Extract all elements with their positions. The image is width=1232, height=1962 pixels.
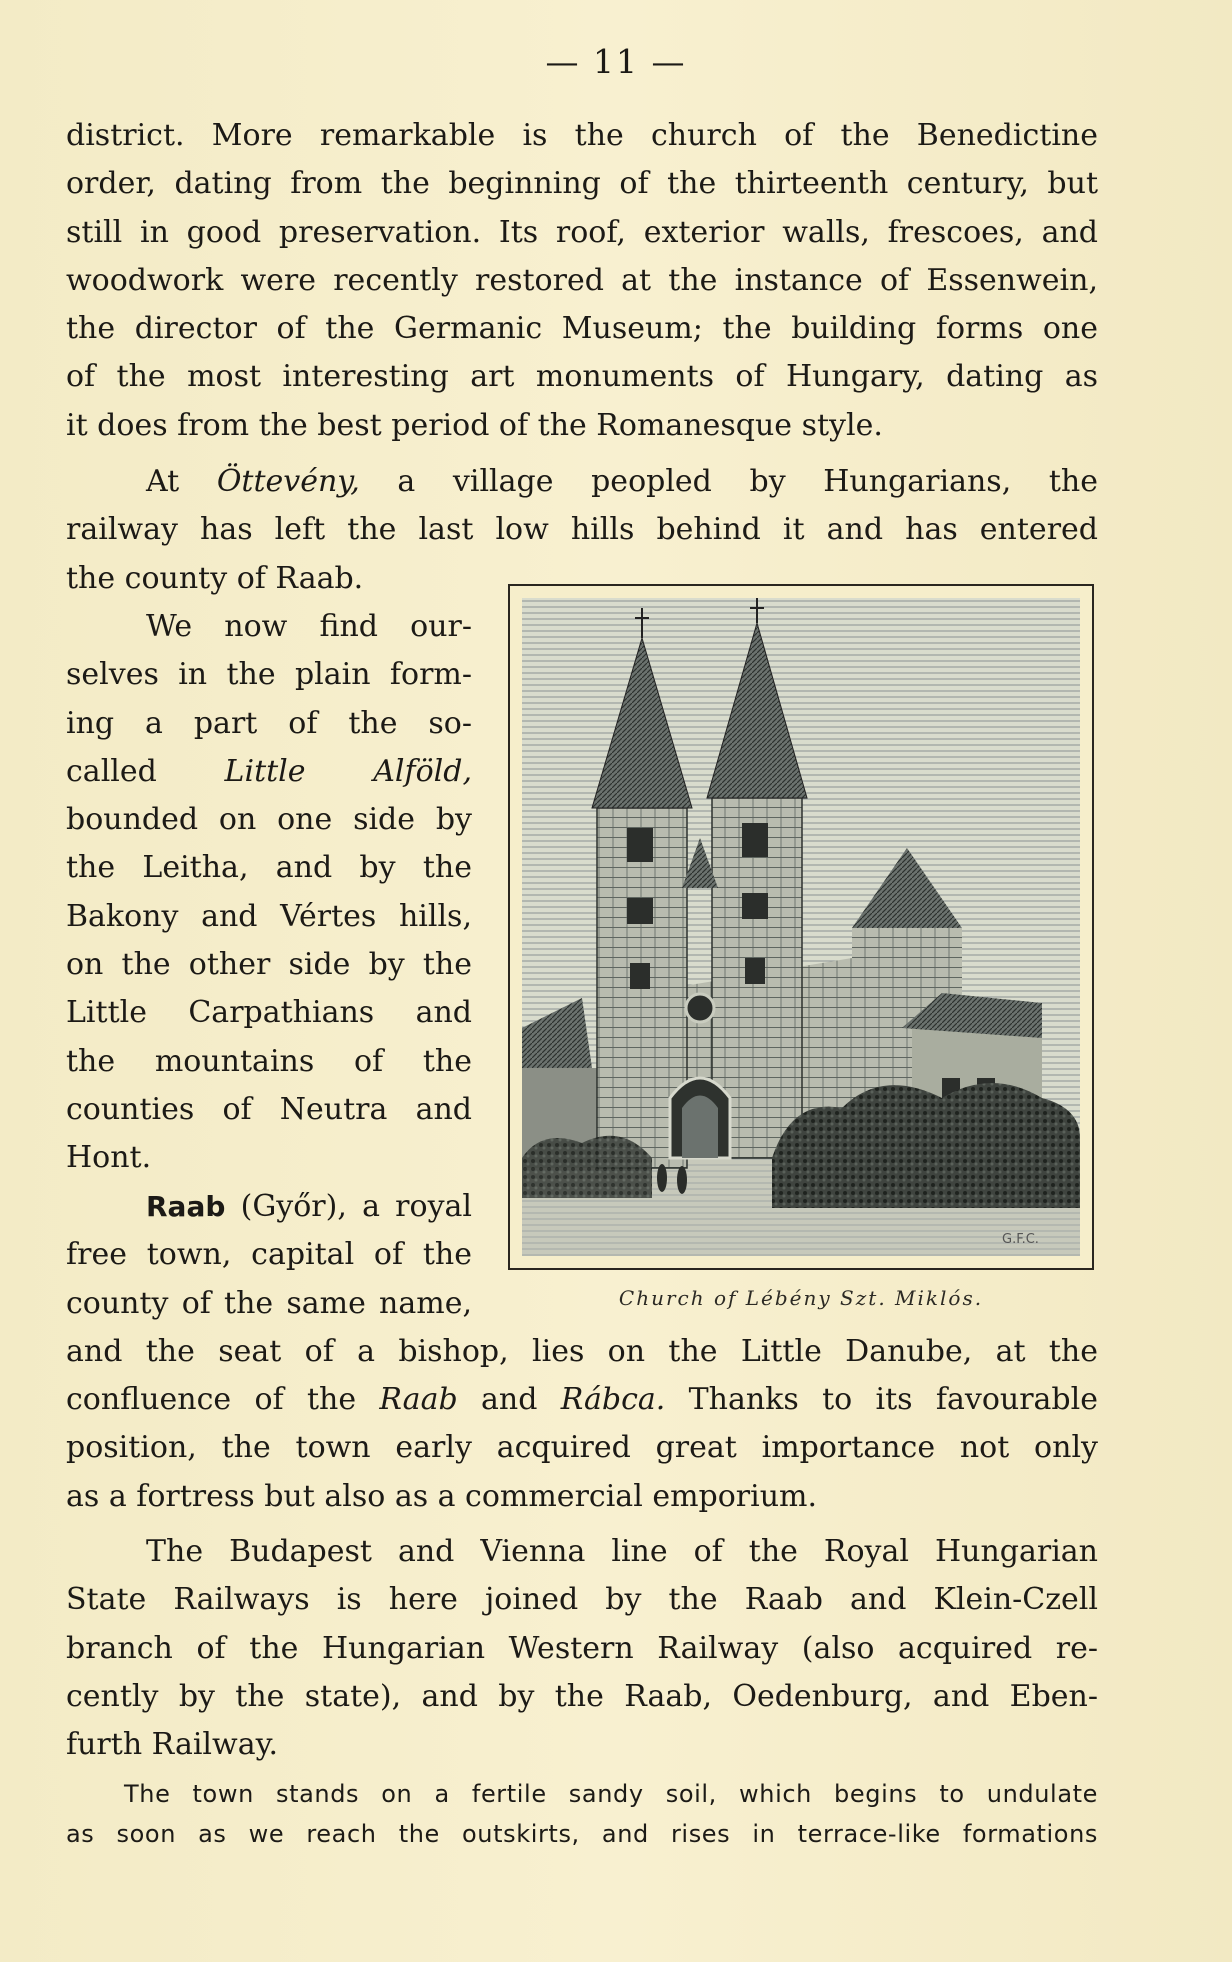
text-line: on the other side by the (66, 947, 472, 983)
text-line: counties of Neutra and (66, 1091, 472, 1127)
text-line: The town stands on a fertile sandy soil, which begins to undulate (124, 1780, 1098, 1808)
text-line: position, the town early acquired great importance not only (66, 1430, 1098, 1466)
paragraph-5 (66, 1528, 1098, 1769)
text-line: the Leitha, and by the (66, 850, 472, 886)
page-number: — 11 — (545, 42, 687, 81)
text-line: as soon as we reach the outskirts, and rises in terrace-like formations (66, 1820, 1098, 1848)
text-line: district. More remarkable is the church of the Benedictine (66, 118, 1098, 153)
text-line: cently by the state), and by the Raab, Oedenburg, and Eben- (66, 1678, 1098, 1714)
text-line: woodwork were recently restored at the instance of Essenwein, (66, 262, 1098, 298)
text-line: Bakony and Vértes hills, (66, 898, 472, 934)
text-line: furth Railway. (66, 1727, 279, 1763)
text-line: Little Carpathians and (66, 995, 472, 1031)
text-line: free town, capital of the (66, 1237, 472, 1273)
text-line: railway has left the last low hills behind it and has entered (66, 512, 1098, 548)
text-line: At Öttevény, a village peopled by Hungarians, the (146, 464, 1098, 499)
text-line: the mountains of the (66, 1043, 472, 1079)
region-name: Little Alföld, (224, 753, 472, 789)
text-line: confluence of the Raab and Rábca. Thanks to its favourable (66, 1382, 1098, 1418)
text-line: We now find our- (146, 609, 472, 644)
church-illustration (508, 584, 1094, 1270)
paragraph-2 (66, 458, 1098, 603)
text-line: of the most interesting art monuments of Hungary, dating as (66, 359, 1098, 395)
text-line: order, dating from the beginning of the thirteenth century, but (66, 166, 1098, 202)
paragraph-1 (66, 112, 1098, 450)
text-line: ing a part of the so- (66, 705, 472, 741)
paragraph-6 (66, 1774, 1098, 1854)
paragraph-3 (66, 603, 472, 1183)
text-line: Raab (Győr), a royal (146, 1189, 472, 1224)
engraver-signature: G.F.C. (1002, 1232, 1039, 1247)
text-line: the county of Raab. (66, 560, 364, 596)
place-name: Öttevény, (216, 464, 360, 499)
church-engraving (522, 598, 1080, 1256)
text-line: bounded on one side by (66, 802, 472, 838)
text-line: called Little Alföld, (66, 753, 472, 789)
text-line: it does from the best period of the Romanesque style. (66, 407, 883, 443)
text-line: county of the same name, (66, 1285, 472, 1321)
text-line: State Railways is here joined by the Raab and Klein-Czell (66, 1582, 1098, 1618)
text-line: The Budapest and Vienna line of the Royal Hungarian (146, 1534, 1098, 1569)
text-line: Hont. (66, 1140, 152, 1176)
text-line: selves in the plain form- (66, 657, 472, 693)
text-line: still in good preservation. Its roof, exterior walls, frescoes, and (66, 214, 1098, 250)
text-line: as a fortress but also as a commercial emporium. (66, 1478, 818, 1514)
figure-caption: Church of Lébény Szt. Miklós. (618, 1286, 984, 1310)
text-line: and the seat of a bishop, lies on the Little Danube, at the (66, 1333, 1098, 1369)
text-line: branch of the Hungarian Western Railway (also acquired re- (66, 1630, 1098, 1666)
town-name: Raab (146, 1190, 226, 1223)
text-line: the director of the Germanic Museum; the building forms one (66, 311, 1098, 347)
